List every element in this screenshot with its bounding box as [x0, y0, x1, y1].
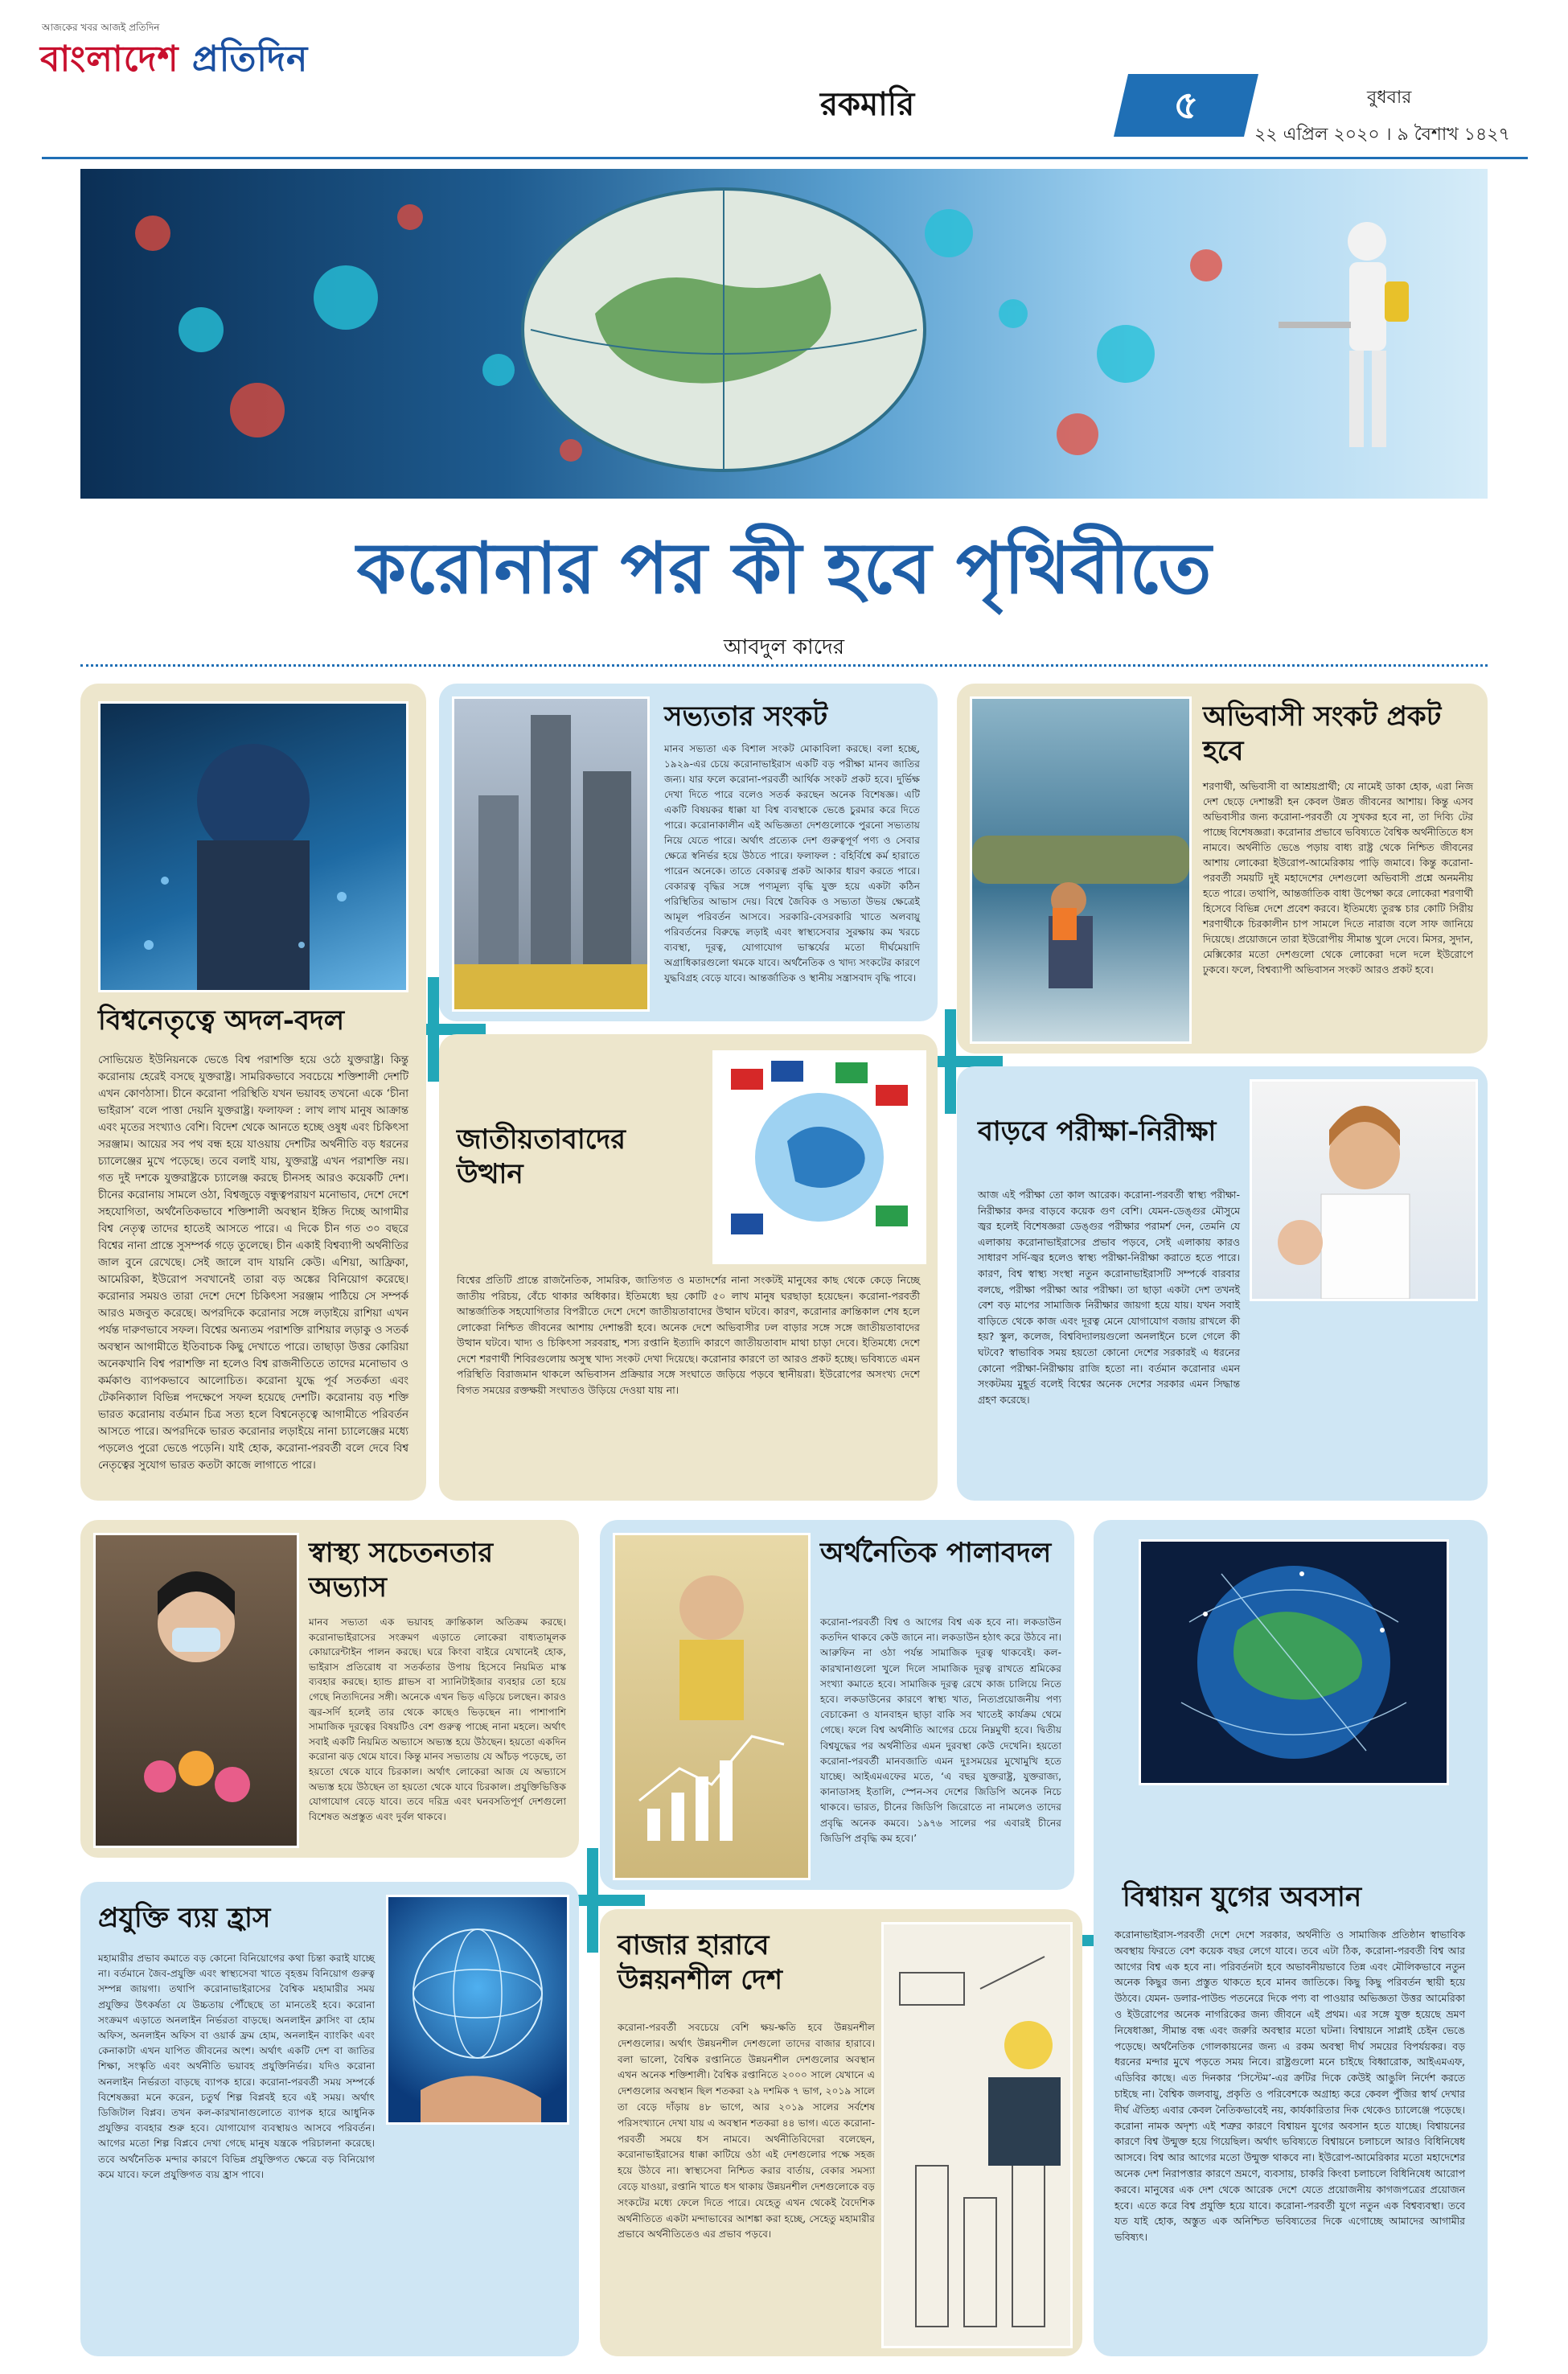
photo-doctor-testing — [1250, 1079, 1478, 1301]
article-body-nationalism: বিশ্বের প্রতিটি প্রান্তে রাজনৈতিক, সামরিক, জাতিগত ও মতাদর্শের নানা সংকটই মানুষের কাছ থেকে কেড়ে নিচ্ছে জাতীয় পরিচয়, বেঁচে থাকার অধিকার। ইতিমধ্যে ছয় কোটি ৫০ লাখ মানুষ ঘরছাড়া হয়েছেন। করোনা-পরবর্তী আন্তর্জাতিক সহযোগিতার বিপরীতে দেশে দেশে জাতীয়তাবাদের উত্থান ঘটবে। কারণ, করোনার ক্রান্তিকাল শেষ হলে লোকেরা নিশ্চিত জীবনের আশায় দেশান্তরী হবে। অনেক দেশে অভিবাসীর ঢল বাড়ার সঙ্গে সঙ্গে জাতীয়তাবাদের উত্থান ঘটবে। খাদ্য ও চিকিৎসা সরবরাহ, শস্য রপ্তানি ইত্যাদি কারণে জাতীয়তাবাদ মাথা চাড়া দেবে। ইতিমধ্যে দেশে দেশে শরণার্থী শিবিরগুলোয় অসুস্থ খাদ্য সংকট দেখা দিয়েছে। করোনার কারণে তা আরও প্রকট হচ্ছে। ভবিষ্যতে এমন পরিস্থিতি বিরাজমান থাকলে অভিবাসন প্রক্রিয়ার সঙ্গে সংঘাতে জড়িয়ে পড়বে স্থানীয়রা। ইউরোপের অসংখ্য দেশে বিগত সময়ের রক্তক্ষয়ী সংঘাতও উড়িয়ে দেওয়া যায় না। — [457, 1274, 920, 1396]
article-body-globalization: করোনাভাইরাস-পরবর্তী দেশে দেশে সরকার, অর্থনীতি ও সামাজিক প্রতিষ্ঠান স্বাভাবিক অবস্থায় ফিরতে বেশ কয়েক বছর লেগে যাবে। তবে এটা ঠিক, করোনা-পরবর্তী বিশ্ব আর আগের বিশ্ব এক হবে না। পরিবর্তনটা হবে অভাবনীয়ভাবে তিন্ন এবং মৌলিকভাবে নতুন অনেক কিছুর জন্য প্রস্তুত থাকতে হবে মানব জাতিকে। কিছু কিছু পরিবর্তন স্থায়ী হয়ে উঠবে। যেমন- ডলার-পাউন্ড পতনেরে দিকে পণ্য বা পাওয়ার অভিজ্ঞতা উত্তর আমেরিকা ও ইউরোপের অনেক নাগরিকের জন্য জীবনে এই প্রথম। এর সঙ্গে যুক্ত হয়েছে ভ্রমণ নিষেধাজ্ঞা, সীমান্ত বন্ধ এবং জরুরি অবস্থার মতো ঘটনা। বিশ্বায়নে সাপ্লাই চেইন ভেঙে পড়েছে। অর্থনৈতিক গোলকায়নের জন্য এ রকম অবস্থা দীর্ঘ সময়ের বিপর্যয়কর। বড় ধরনের মন্দার মুখে পড়তে সময় নিবে। রাষ্ট্রগুলো মনে চাইছে বিধ্বারোক, আইএমএফ, এডিবির কাছে। এত দিনকার ‘সিস্টেম’-এর ক্রটির দিকে কেউই আঙুলি নির্দেশ করতে চাইছে না। বৈশ্বিক জলবায়ু, প্রকৃতি ও পরিবেশকে অগ্রাহ্য করে কেবল পুঁজির স্বার্থ দেখার দীর্ঘ ঐতিহ্য এবার কেবল নৈতিকভাবেই নয়, কার্যকারিতার দিক থেকেও চ্যালেঞ্জে পড়েছে। করোনা নামক অদৃশ্য এই শত্রুর কারণে বিশ্বায়ন যুগের অবসান হতে যাচ্ছে। বিশ্বায়নের কারণে বিশ্ব উন্মুক্ত হয়ে গিয়েছিল। অর্থাৎ ভবিষ্যতে বিশ্বায়নে চলাচলে আরও বিধিনিষেধ আসবে। বিশ্ব আর আগের মতো উন্মুক্ত থাকবে না। ইউরোপ-আমেরিকার মতো মহাদেশের অনেক দেশ নিরাপত্তার কারণে ভ্রমণে, ব্যবসায়, চাকরি কিংবা চলাচলে বিধিনিষেধ আরোপ করবে। মানুষের এক দেশ থেকে আরেক দেশে যেতে প্রয়োজনীয় কাগজপত্রের প্রয়োজন হবে। এতে করে বিশ্ব প্রযুক্তি হয়ে যাবে। করোনা-পরবর্তী যুগে নতুন এক বিশ্বব্যবস্থা। তবে যত যাই হোক, অস্তুত এক অনিশ্চিত ভবিষ্যতের দিকে এগোচ্ছে আমাদের আগামীর ভবিষ্যৎ। — [1114, 1928, 1465, 2244]
article-body-civilization: মানব সভ্যতা এক বিশাল সংকট মোকাবিলা করছে। বলা হচ্ছে, ১৯২৯-এর চেয়ে করোনাভাইরাস একটি বড় পরীক্ষা মানব জাতির জন্য। যার ফলে করোনা-পরবর্তী আর্থিক সংকট প্রকট হবে। দুর্ভিক্ষ দেখা দিতে পারে বলেও সতর্ক করছেন অনেক বিশেষজ্ঞ। এটি একটি বিষয়কর ধাক্কা যা বিশ্ব ব্যবস্থাকে ভেঙে চুরমার করে দিতে পারে। করোনাকালীন এই অভিজ্ঞতা দেশগুলোকে পুরনো সভ্যতায় নিয়ে যেতে পারে। অর্থাৎ প্রত্যেক দেশ গুরুত্বপূর্ণ পণ্য ও সেবার ক্ষেত্রে স্বনির্ভর হয়ে উঠতে পারে। ফলাফল : বহির্বিশ্বে কর্ম হারাতে পারেন অনেকে। তাতে বেকারত্ব প্রকট আকার ধারণ করতে পারে। বেকারত্ব বৃদ্ধির সঙ্গে পণ্যমূল্য বৃদ্ধি যুক্ত হয়ে একটা কঠিন পরিস্থিতির আভাস দেয়। বিশ্বে জৈবিক ও সভ্যতা উভয় ক্ষেত্রেই আমূল পরিবর্তন আসবে। সরকারি-বেসরকারি খাতে অলবায়ু পরিবর্তনের বিরুদ্ধে লড়াই এবং স্বাস্থ্যসেবার সুরক্ষায় কম খরচে ব্যবস্থা, দূরত্ব, যোগাযোগ ভাস্কর্যের মতো দীর্ঘমেয়াদি অগ্রাধিকারগুলো থমকে যাবে। অর্থনৈতিক ও খাদ্য সংকটের কারণে যুদ্ধবিগ্রহ বেড়ে যাবে। আন্তর্জাতিক ও স্থানীয় সন্ত্রাসবাদ বৃদ্ধি পাবে। — [664, 743, 920, 984]
article-body-testing: আজ এই পরীক্ষা তো কাল আরেক। করোনা-পরবর্তী স্বাস্থ্য পরীক্ষা-নিরীক্ষার কদর বাড়বে কয়েক গুণ বেশি। যেমন-ডেঙ্গুর মৌসুমে জ্বর হলেই বিশেষজ্ঞরা ডেঙ্গুর পরীক্ষার পরামর্শ দেন, তেমনি যে এলাকায় করোনাভাইরাসের প্রভাব পড়বে, সেই এলাকায় কারও সাধারণ সর্দি-জ্বর হলেও স্বাস্থ্য পরীক্ষা-নিরীক্ষা করাতে হতে পারে। কারণ, বিশ্ব স্বাস্থ্য সংস্থা নতুন করোনাভাইরাসটি সম্পর্কে বারবার বলছে, পরীক্ষা পরীক্ষা আর পরীক্ষা। তা ছাড়া একটা দেশ তখনই বেশ বড় মাপের সামাজিক নিরীক্ষার জায়গা হয়ে যায়। যখন সবাই বাড়িতে থেকে কাজ এবং দূরত্ব মেনে যোগাযোগ বজায় রাখলে কী হয়? স্কুল, কলেজ, বিশ্ববিদ্যালয়গুলো অনলাইনে চলে গেলে কী ঘটবে? স্বাভাবিক সময় হয়তো কোনো দেশের সরকারই এ ধরনের কোনো পরীক্ষা-নিরীক্ষায় রাজি হতো না। বর্তমান করোনার এমন সংকটময় মুহূর্ত বলেই বিশ্বের অনেক দেশের সরকার এমন সিদ্ধান্ত গ্রহণ করেছে। — [978, 1189, 1240, 1406]
photo-leadership — [98, 701, 408, 992]
article-card-migrants — [957, 684, 1488, 1054]
article-title-leadership: বিশ্বনেতৃত্বে অদল-বদল — [98, 1004, 345, 1037]
page-number: ৫ — [1173, 83, 1199, 128]
logo-text-part2: প্রতিদিন — [191, 39, 309, 80]
article-body-leadership: সোভিয়েত ইউনিয়নকে ভেঙে বিশ্ব পরাশক্তি হয়ে ওঠে যুক্তরাষ্ট্র। কিন্তু করোনায় হেরেই বসছে যুক্তরাষ্ট্র। সামরিকভাবে সবচেয়ে শক্তিশালী দেশটি এখন কোণঠাসা। চীনে করোনা পরিস্থিতি যখন ভয়াবহ তখনো একে ‘চীনা ভাইরাস’ বলে পাত্তা দেয়নি যুক্তরাষ্ট্র। ফলাফল : লাখ লাখ মানুষ আক্রান্ত এবং মৃতের সংখ্যাও বেশি। বিদেশ থেকে আনতে হচ্ছে ওষুধ এবং চিকিৎসা সরঞ্জাম। আয়ের সব পথ বন্ধ হয়ে যাওয়ায় দেশটির অর্থনীতি বড় ধরনের চ্যালেঞ্জের মুখে পড়েছে। তবে বলাই যায়, যুক্তরাষ্ট্র এখন পরাশক্তি নয়। গত দুই দশকে যুক্তরাষ্ট্রকে চ্যালেঞ্জ করছে চীনসহ আরও কয়েকটি দেশ। চীনের করোনায় সামলে ওঠা, বিশ্বজুড়ে বন্ধুত্বপরায়ণ মনোভাব, দেশে দেশে সহযোগিতা, অর্থনৈতিকভাবে শক্তিশালী অবস্থান ইঙ্গিত দিচ্ছে আগামীর বিশ্ব নেতৃত্ব তাদের হাতেই আসতে পারে। এ দিকে চীন গত ৩০ বছরে বিশ্বের নানা প্রান্তে সুসম্পর্ক গড়ে তুলেছে। চীন একাই বিশ্বব্যাপী অর্থনীতির জাল বুনে রেখেছে। সেই জালে বাদ যায়নি কেউ। এশিয়া, আফ্রিকা, আমেরিকা, ইউরোপ সবখানেই তারা বড় অঙ্কের বিনিয়োগ করেছে। করোনার সময়ও তারা দেশে দেশে চিকিৎসা সরঞ্জাম পাঠিয়ে সে সম্পর্ক আরও মজবুত করেছে। অপরদিকে করোনার সঙ্গে লড়াইয়ে রাশিয়া এখন পর্যন্ত দারুণভাবে সফল। বিশ্বের অন্যতম পরাশক্তি রাশিয়ার লড়াকু ও সতর্ক অবস্থান আগামীতে ইতিবাচক কিছু দেখাতে পারে। তাছাড়া উত্তর কোরিয়া অনেকখানি বিশ্ব পরাশক্তি না হলেও বিশ্ব রাজনীতিতে তাদের মনোভাব ও কর্মকাণ্ড ব্যাপকভাবে আলোচিত। করোনা যুদ্ধে পূর্ব সতর্কতা এবং টেকনিক্যাল বিভিন্ন পদক্ষেপে সফল হয়েছে দেশটি। করোনায় বড় শক্তি ভারত করোনায় বর্তমান চিত্র সত্য হলে বিশ্বনেতৃত্বে আগামীতে পরিবর্তন আসতে পারে। অপরদিকে ভারত করোনার লড়াইয়ে নানা চ্যালেঞ্জের মধ্যে পড়লেও পুরো ভেঙে পড়েনি। যাই হোক, করোনা-পরবর্তী বলে দেবে বিশ্ব নেতৃত্বের সুযোগ ভারত কতটা কাজে লাগাতে পারে। — [98, 1054, 408, 1472]
article-card-leadership — [80, 684, 426, 1501]
masthead-rule — [42, 157, 1528, 159]
article-card-health — [80, 1520, 579, 1858]
article-card-technology — [80, 1882, 579, 2356]
author-byline: আবদুল কাদের — [723, 635, 845, 659]
issue-date: ২২ এপ্রিল ২০২০ । ৯ বৈশাখ ১৪২৭ — [1254, 125, 1510, 145]
article-title-economy: অর্থনৈতিক পালাবদল — [820, 1537, 1052, 1569]
main-headline: করোনার পর কী হবে পৃথিবীতে — [356, 526, 1212, 610]
article-body-market: করোনা-পরবর্তী সবচেয়ে বেশি ক্ষয়-ক্ষতি হবে উন্নয়নশীল দেশগুলোর। অর্থাৎ উন্নয়নশীল দেশগুলো তাদের বাজার হারাবে। বলা ভালো, বৈশ্বিক রপ্তানিতে উন্নয়নশীল দেশগুলোর অবস্থান এখন অনেক শক্তিশালী। বৈশ্বিক রপ্তানিতে ২০০০ সালে যেখানে এ দেশগুলোর অবস্থান ছিল শতকরা ২৯ দশমিক ৭ ভাগ, ২০১৯ সালে তা বেড়ে দাঁড়ায় ৪৮ ভাগে, আর ২০১৯ সালের সর্বশেষ পরিসংখ্যানে দেখা যায় এ অবস্থান শতকরা ৪৪ ভাগ। এতে করোনা-পরবর্তী সময়ে ধস নামবে। অর্থনীতিবিদেরা বলেছেন, করোনাভাইরাসের ধাক্কা কাটিয়ে ওঠা এই দেশগুলোর পক্ষে সহজ হয়ে উঠবে না। স্বাস্থ্যসেবা নিশ্চিত করার বার্তায়, বেকার সমস্যা বেড়ে যাওয়া, রপ্তানি খাতে ধস থাকায় উন্নয়নশীল দেশগুলোকে বড় সংকটের মধ্যে ফেলে দিতে পারে। যেহেতু এখন থেকেই বৈদেশিক অর্থনীতিতে একটা মন্দাভাবের আশঙ্কা করা হচ্ছে, সেহেতু মহামারীর প্রভাবে অর্থনীতিতেও এর প্রভাব পড়বে। — [618, 2022, 875, 2241]
newspaper-logo[interactable] — [40, 32, 308, 91]
article-title-migrants: অভিবাসী সংকট প্রকট হবে — [1203, 700, 1442, 767]
article-title-health: স্বাস্থ্য সচেতনতার অভ্যাস — [309, 1537, 494, 1604]
article-title-nationalism: জাতীয়তাবাদের উত্থান — [457, 1123, 626, 1190]
issue-day: বুধবার — [1367, 88, 1412, 108]
headline-divider — [80, 664, 1488, 667]
photo-network-globe — [1139, 1539, 1449, 1785]
hero-image-globe-virus — [80, 169, 1488, 499]
section-name: রকমারি — [820, 86, 915, 123]
article-title-globalization: বিশ্বায়ন যুগের অবসান — [1123, 1881, 1362, 1913]
logo-text-part1: বাংলাদেশ — [40, 39, 192, 80]
article-body-migrants: শরণার্থী, অভিবাসী বা আশ্রয়প্রার্থী; যে নামেই ডাকা হোক, এরা নিজ দেশ ছেড়ে দেশান্তরী হন কেবল উন্নত জীবনের আশায়। কিন্তু এসব অভিবাসীর জন্য করোনা-পরবর্তী যে সুখকর হবে না, তা দিব্যি টের পাচ্ছে বিশেষজ্ঞরা। করোনার প্রভাবে ভবিষ্যতে বৈশ্বিক অর্থনীতিতে ধস নামবে। অর্থনীতি ভেঙে পড়ায় বাধ্য রাষ্ট্র থেকে নিশ্চিত জীবনের আশায় লোকেরা ইউরোপ-আমেরিকায় পাড়ি জমাবে। কিন্তু করোনা-পরবর্তী সময়টি দুই মহাদেশের দেশগুলো অভিবাসী প্রশ্নে অনমনীয় হতে পারে। তথাপি, আন্তর্জাতিক বাধা উপেক্ষা করে লোকেরা শরণার্থী হিসেবে বিভিন্ন দেশে প্রবেশ করবে। ইতিমধ্যে তুরস্ক চার কোটি সিরীয় শরণার্থীকে চিরকালীন চাপ সামলে দিতে নারাজ বলে সাফ জানিয়ে দিয়েছে। প্রয়োজনে তারা ইউরোপীয় সীমান্ত খুলে দেবে। মিসর, সুদান, মেক্সিকোর মতো দেশগুলো থেকে লোকেরা দলে দলে ইউরোপে ঢুকবে। ফলে, বিশ্বব্যাপী অভিবাসন সংকট আরও প্রকট হবে। — [1203, 780, 1473, 975]
photo-technology-sphere — [386, 1895, 569, 2125]
photo-economy-chart — [613, 1533, 811, 1880]
photo-flags-globe — [712, 1050, 926, 1264]
photo-migrants — [970, 696, 1192, 1044]
article-card-economy — [600, 1520, 1074, 1890]
article-card-market — [600, 1909, 1082, 2356]
photo-market-sketch — [881, 1922, 1073, 2348]
logo-tagline: আজকের খবর আজই প্রতিদিন — [42, 22, 160, 33]
article-card-globalization — [1094, 1520, 1488, 2356]
article-body-technology: মহামারীর প্রভাব কমাতে বড় কোনো বিনিয়োগের কথা চিন্তা করাই যাচ্ছে না। বর্তমানে জৈব-প্রযুক্তি এবং স্বাস্থ্যসেবা খাতে বৃহত্তম বিনিয়োগ গুরুত্ব সম্পন্ন জায়গা। তথাপি করোনাভাইরাসের বৈশ্বিক মহামারীর সময় প্রযুক্তির উৎকর্ষতা যে উচ্চতায় পৌঁছেছে তা মানতেই হবে। করোনা সংক্রমণ এড়াতে অনলাইন নির্ভরতা বাড়ছে। অনলাইন ক্লাসিং বা হোম অফিস, অনলাইন অফিস বা ওয়ার্ক ফ্রম হোম, অনলাইন ব্যাংকিং এবং কেনাকাটা এখন যাপিত জীবনের অংশ। অর্থাৎ একটি দেশ বা জাতির শিক্ষা, সংস্কৃতি এবং অর্থনীতি ভয়াবহ প্রযুক্তিনির্ভর। যদিও করোনা অনলাইন নির্ভরতা বাড়ছে ব্যাপক হারে। করোনা-পরবর্তী সময় সম্পর্কে বিশেষজ্ঞরা মনে করেন, চতুর্থ শিল্প বিপ্লবই হবে এই সময়। অর্থাৎ ডিজিটাল বিপ্লব। তখন কল-কারখানাগুলোতে ব্যাপক হারে আধুনিক প্রযুক্তির ব্যবহার শুরু হবে। যোগাযোগ ব্যবস্থায়ও আসবে পরিবর্তন। আগের মতো শিল্প বিপ্লবে দেখা গেছে মানুষ যন্ত্রকে পরিচালনা করেছে। তবে অর্থনৈতিক মন্দার কারণে বিভিন্ন প্রযুক্তিগত ক্ষেত্রে বড় বিনিয়োগ কমে যাবে। ফলে প্রযুক্তিগত ব্যয় হ্রাস পাবে। — [98, 1953, 375, 2180]
article-title-technology: প্রযুক্তি ব্যয় হ্রাস — [98, 1902, 271, 1934]
photo-masked-woman — [93, 1533, 299, 1848]
article-title-civilization: সভ্যতার সংকট — [664, 700, 827, 733]
article-card-testing — [957, 1066, 1488, 1501]
article-card-nationalism — [439, 1034, 938, 1501]
photo-civilization — [452, 696, 650, 1012]
article-body-economy: করোনা-পরবর্তী বিশ্ব ও আগের বিশ্ব এক হবে না। লকডাউন কতদিন থাকবে কেউ জানে না। লকডাউন হঠাৎ করে উঠবে না। আরুফিন না ওঠা পর্যন্ত সামাজিক দূরত্ব থাকবেই। কল-কারখানাগুলো খুলে দিলে সামাজিক দূরত্ব রাখতে শ্রমিকের সংখ্যা কমাতে হবে। সামাজিক দূরত্ব রেখে কাজ চালিয়ে নিতে হবে। লকডাউনের কারণে স্বাস্থ্য খাত, নিত্যপ্রয়োজনীয় পণ্য বেচাকেনা ও যানবাহন ছাড়া বাকি সব খাতেই কার্যক্রম থেমে গেছে। ফলে বিশ্ব অর্থনীতি আগের চেয়ে নিম্নমুখী হবে। দ্বিতীয় বিশ্বযুদ্ধের পর অর্থনীতির এমন দুরবস্থা কেউ দেখেনি। হয়তো করোনা-পরবর্তী মানবজাতি এমন দুঃসময়ের মুখোমুখি হতে যাচ্ছে। আইএমএফের মতে, ‘এ বছর যুক্তরাষ্ট্র, যুক্তরাজ্য, কানাডাসহ ইতালি, স্পেন-সব দেশের জিডিপি অনেক নিচে থাকবে। ভারত, চীনের জিডিপি জিরোতে না নামলেও তাদের প্রবৃদ্ধি অনেক কমবে। ১৯৭৬ সালের পর এবারই চীনের জিডিপি প্রবৃদ্ধি কম হবে।’ — [820, 1616, 1061, 1844]
article-body-health: মানব সভ্যতা এক ভয়াবহ ক্রান্তিকাল অতিক্রম করছে। করোনাভাইরাসের সংক্রমণ এড়াতে লোকেরা বাধ্যতামূলক কোয়ারেন্টাইন পালন করছে। ঘরে কিংবা বাইরে যেখানেই হোক, ভাইরাস প্রতিরোধ বা সতর্কতার উপায় হিসেবে নিয়মিত মাস্ক ব্যবহার করছে। হ্যান্ড গ্লাভস বা স্যানিটাইজার ব্যবহার তো হয়ে গেছে নিত্যদিনের সঙ্গী। অনেকে এখন ভিড় এড়িয়ে চলছেন। কারও জ্বর-সর্দি হলেই তার থেকে কাছেও ভিড়ছেন না। পাশাপাশি সামাজিক দূরত্বের বিষয়টিও বেশ গুরুত্ব পাচ্ছে নানা মহলে। অর্থাৎ সবাই একটি নিয়মিত অভ্যাসে অভ্যস্ত হয়ে উঠছেন। হয়তো একদিন করোনা ঝড় থেমে যাবে। কিন্তু মানব সভ্যতায় যে আঁচড় পড়েছে, তা হয়তো থেকে যাবে চিরকাল। অর্থাৎ লোকেরা আজ যে অভ্যাসে অভ্যস্ত হয়ে উঠছেন তা হয়তো থেকে যাবে চিরকাল। প্রযুক্তিভিত্তিক যোগাযোগ বেড়ে যাবে। তবে দরিদ্র এবং ঘনবসতিপূর্ণ দেশগুলো বিশেষত অপ্রস্তুত এবং দুর্বল থাকবে। — [309, 1616, 566, 1822]
article-card-civilization — [439, 684, 938, 1021]
article-title-testing: বাড়বে পরীক্ষা-নিরীক্ষা — [978, 1115, 1217, 1148]
article-title-market: বাজার হারাবে উন্নয়নশীল দেশ — [618, 1929, 783, 1996]
